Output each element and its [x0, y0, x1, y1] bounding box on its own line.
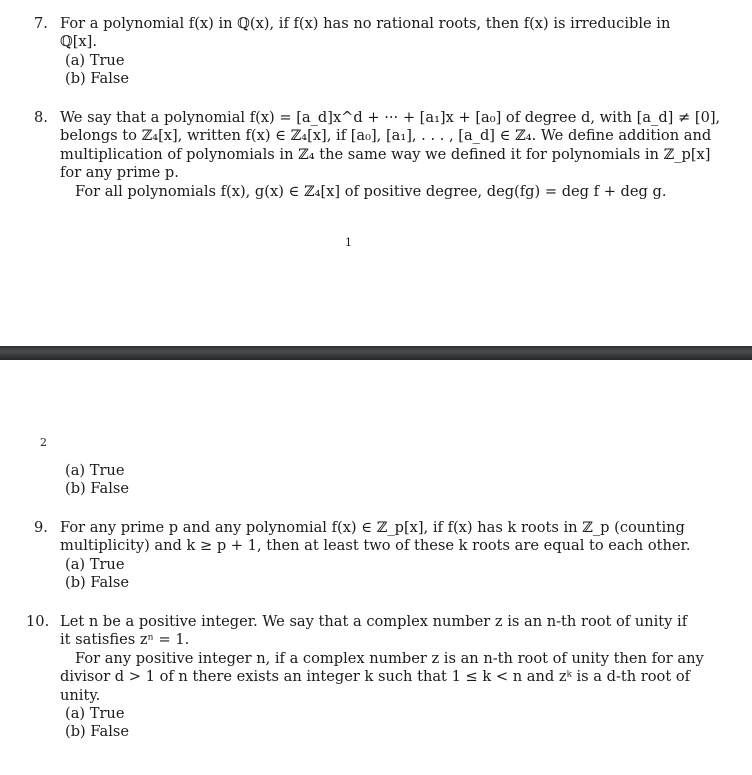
- option-a[interactable]: (a) True: [65, 555, 125, 573]
- question-number: 7.: [34, 15, 48, 32]
- question-text-line: multiplicity) and k ≥ p + 1, then at least two of these k roots are equal to each other.: [60, 537, 691, 555]
- question-text-line: For a polynomial f(x) in ℚ(x), if f(x) has no rational roots, then f(x) is irreducible in: [60, 15, 671, 32]
- question-statement-line: unity.: [60, 686, 101, 704]
- page-separator: [0, 346, 752, 360]
- question-statement: For all polynomials f(x), g(x) ∈ ℤ₄[x] of positive degree, deg(fg) = deg f + deg g.: [75, 182, 667, 200]
- page-number: 1: [345, 236, 352, 249]
- question-7: [34, 15, 680, 89]
- question-9: [34, 519, 691, 593]
- option-b[interactable]: (b) False: [65, 723, 129, 741]
- question-number: 10.: [26, 613, 50, 630]
- question-text-line: it satisfies zⁿ = 1.: [60, 631, 190, 649]
- question-text-line: multiplication of polynomials in ℤ₄ the same way we defined it for polynomials in ℤ_p[x]: [60, 145, 711, 163]
- question-text-line: belongs to ℤ₄[x], written f(x) ∈ ℤ₄[x], if [a₀], [a₁], . . . , [a_d] ∈ ℤ₄. We define addition and: [60, 127, 712, 145]
- question-text-line: We say that a polynomial f(x) = [a_d]x^d + ··· + [a₁]x + [a₀] of degree d, with [a_d] ≠ [0],: [60, 109, 721, 126]
- option-b[interactable]: (b) False: [65, 480, 129, 498]
- question-statement-line: For any positive integer n, if a complex number z is an n-th root of unity then for any: [75, 649, 704, 667]
- option-a[interactable]: (a) True: [65, 51, 125, 69]
- page-1: [0, 0, 752, 346]
- option-a[interactable]: (a) True: [65, 705, 125, 723]
- question-8-continued: [60, 462, 680, 499]
- question-10: [26, 613, 704, 742]
- page-number: 2: [40, 436, 47, 449]
- question-statement-line: divisor d > 1 of n there exists an integer k such that 1 ≤ k < n and zᵏ is a d-th root of: [60, 668, 691, 686]
- option-b[interactable]: (b) False: [65, 574, 129, 592]
- page-2: [0, 360, 752, 775]
- question-text-line: For any prime p and any polynomial f(x) ∈ ℤ_p[x], if f(x) has k roots in ℤ_p (counting: [60, 519, 685, 536]
- option-b[interactable]: (b) False: [65, 70, 129, 88]
- question-text-line: ℚ[x].: [60, 33, 97, 51]
- question-text-line: Let n be a positive integer. We say that a complex number z is an n-th root of unity if: [60, 613, 688, 630]
- option-a[interactable]: (a) True: [65, 462, 125, 479]
- question-8: [34, 109, 721, 201]
- question-text-line: for any prime p.: [60, 164, 179, 182]
- question-number: 9.: [34, 519, 48, 536]
- question-number: 8.: [34, 109, 48, 126]
